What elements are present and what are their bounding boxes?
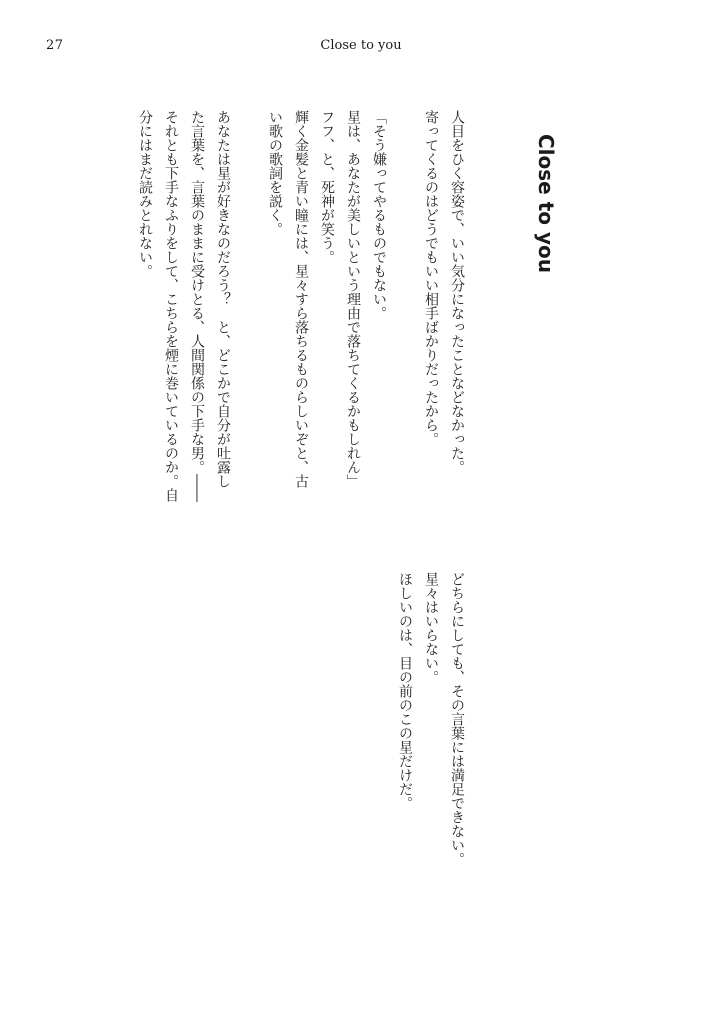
text-line: 分にはまだ読みとれない。 (137, 110, 153, 278)
chapter-title: Close to you (534, 134, 558, 273)
text-line: ほしいのは、目の前のこの星だけだ。 (397, 572, 413, 810)
running-title: Close to you (320, 38, 402, 53)
text-line: それとも下手なふりをして、こちらを煙に巻いているのか。自 (163, 110, 179, 502)
text-line: 輝く金髪と青い瞳には、星々すら落ちるものらしいぞと、古 (293, 110, 309, 488)
text-line: た言葉を、言葉のままに受けとる、人間関係の下手な男。―― (189, 110, 205, 502)
text-line: フフ、と、死神が笑う。 (319, 110, 335, 264)
text-line: 寄ってくるのはどうでもいい相手ばかりだったから。 (423, 110, 439, 446)
text-line: 星は、あなたが美しいという理由で落ちてくるかもしれん」 (345, 110, 361, 488)
text-line: 人目をひく容姿で、いい気分になったことなどなかった。 (449, 110, 465, 474)
text-line: 星々はいらない。 (423, 572, 439, 684)
text-line: 「そう嫌ってやるものでもない。 (371, 110, 387, 320)
page-number: 27 (46, 38, 64, 53)
line-gap (392, 110, 418, 520)
text-line: どちらにしても、その言葉には満足できない。 (449, 572, 465, 866)
line-gap (236, 110, 262, 520)
body-text-top (132, 110, 470, 520)
body-text-bottom (392, 572, 470, 892)
text-line: い歌の歌詞を説く。 (267, 110, 283, 236)
text-line: あなたは星が好きなのだろう？ と、どこかで自分が吐露し (215, 110, 231, 488)
